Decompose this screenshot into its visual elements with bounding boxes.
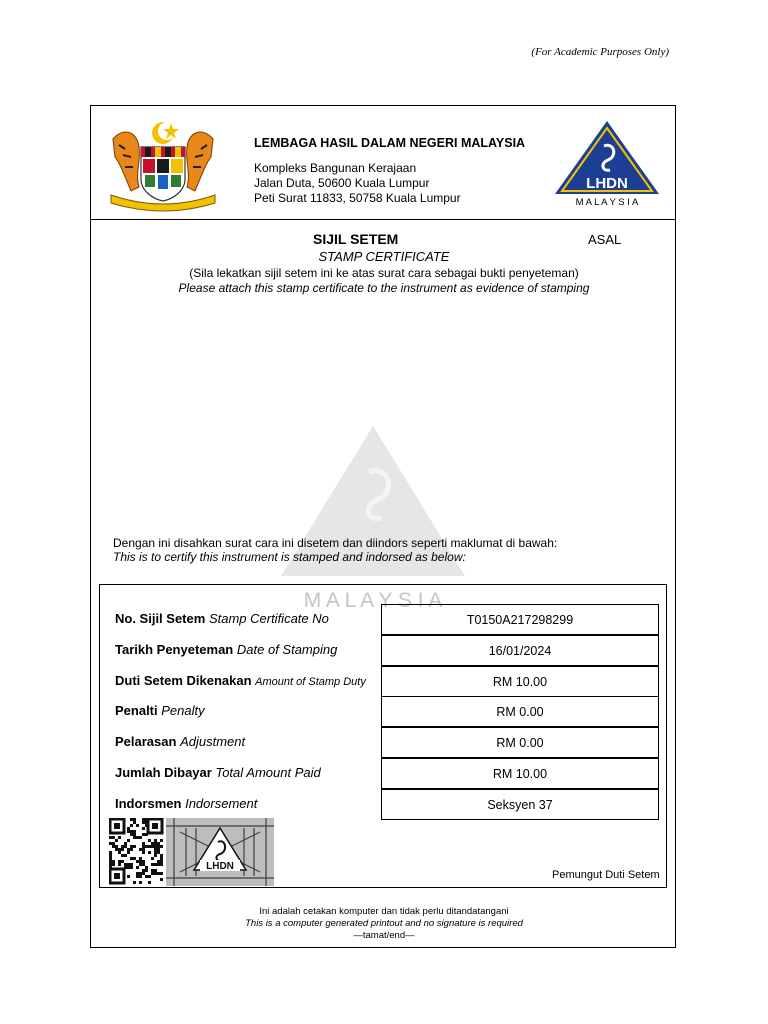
footer-end: —tamat/end— bbox=[353, 930, 415, 941]
instruction-malay: (Sila lekatkan sijil setem ini ke atas surat cara sebagai bukti penyeteman) bbox=[189, 266, 579, 280]
detail-value: RM 10.00 bbox=[381, 758, 659, 789]
footer-english: This is a computer generated printout and no signature is required bbox=[245, 918, 523, 929]
lhdn-logo-subtext: M A L A Y S I A bbox=[575, 197, 639, 208]
detail-label bbox=[115, 703, 205, 718]
detail-label-english: Adjustment bbox=[180, 734, 246, 749]
detail-label-malay: Penalti bbox=[115, 703, 158, 718]
detail-label-english: Date of Stamping bbox=[236, 642, 338, 657]
detail-label-malay: Tarikh Penyeteman bbox=[115, 642, 234, 657]
organization-name: LEMBAGA HASIL DALAM NEGERI MALAYSIA bbox=[254, 136, 526, 150]
detail-label-malay: Pelarasan bbox=[115, 734, 177, 749]
detail-value: RM 0.00 bbox=[381, 727, 659, 758]
detail-value: RM 0.00 bbox=[381, 696, 659, 727]
certificate-subtitle: STAMP CERTIFICATE bbox=[318, 249, 450, 264]
coat-of-arms-icon bbox=[105, 117, 221, 213]
watermark-text: M A L A Y S I A bbox=[303, 589, 443, 612]
detail-label-malay: No. Sijil Setem bbox=[115, 611, 206, 626]
detail-value: 16/01/2024 bbox=[381, 635, 659, 666]
detail-label-english: Stamp Certificate No bbox=[208, 611, 329, 626]
certify-english: This is to certify this instrument is stamped and indorsed as below: bbox=[113, 550, 466, 564]
detail-label-english: Amount of Stamp Duty bbox=[255, 676, 366, 688]
certify-malay: Dengan ini disahkan surat cara ini disetem dan diindors seperti maklumat di bawah: bbox=[113, 536, 558, 550]
collector-label: Pemungut Duti Setem bbox=[552, 869, 660, 881]
detail-label-english: Penalty bbox=[161, 703, 205, 718]
detail-label-english: Total Amount Paid bbox=[215, 765, 321, 780]
detail-label bbox=[115, 642, 337, 657]
lhdn-logo-icon bbox=[548, 118, 666, 208]
detail-label-malay: Jumlah Dibayar bbox=[115, 765, 212, 780]
academic-note: (For Academic Purposes Only) bbox=[531, 46, 669, 58]
instruction-english: Please attach this stamp certificate to the instrument as evidence of stamping bbox=[178, 281, 590, 295]
header-divider bbox=[90, 219, 676, 220]
detail-label bbox=[115, 765, 321, 780]
detail-label-malay: Indorsmen bbox=[115, 796, 182, 811]
detail-label bbox=[115, 796, 257, 811]
security-seal-icon bbox=[166, 818, 274, 886]
detail-value: Seksyen 37 bbox=[381, 789, 659, 820]
detail-label-english: Indorsement bbox=[185, 796, 258, 811]
copy-type-label: ASAL bbox=[588, 232, 622, 247]
address-line-2: Jalan Duta, 50600 Kuala Lumpur bbox=[254, 176, 430, 190]
address-line-1: Kompleks Bangunan Kerajaan bbox=[254, 161, 417, 175]
detail-label bbox=[115, 734, 245, 749]
detail-label-malay: Duti Setem Dikenakan bbox=[115, 673, 252, 688]
seal-text: LHDN bbox=[206, 861, 234, 872]
detail-value: T0150A217298299 bbox=[381, 604, 659, 635]
certificate-title: SIJIL SETEM bbox=[313, 231, 399, 247]
footer-malay: Ini adalah cetakan komputer dan tidak perlu ditandatangani bbox=[259, 906, 509, 917]
detail-value: RM 10.00 bbox=[381, 666, 659, 697]
detail-label bbox=[115, 673, 366, 688]
address-line-3: Peti Surat 11833, 50758 Kuala Lumpur bbox=[254, 191, 461, 205]
lhdn-logo-text: LHDN bbox=[586, 175, 628, 192]
detail-label bbox=[115, 611, 329, 626]
